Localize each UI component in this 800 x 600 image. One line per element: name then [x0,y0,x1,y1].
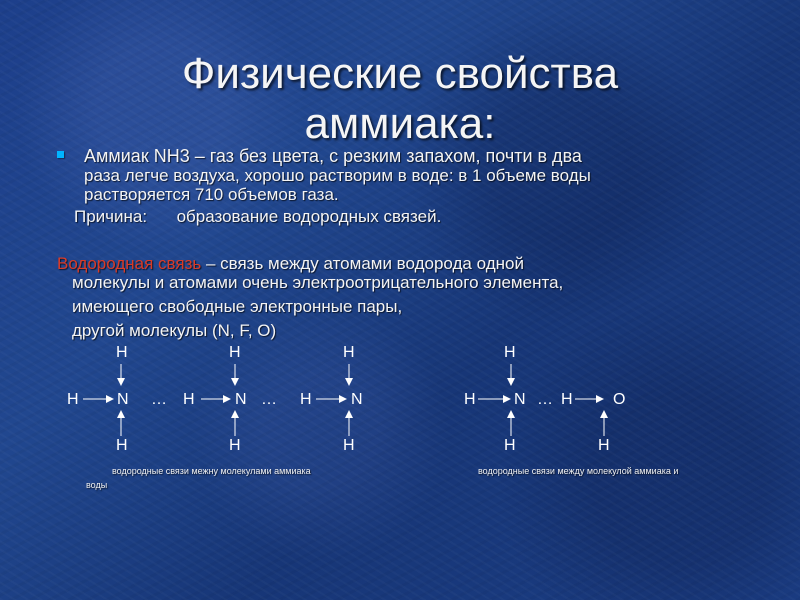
middle-dots-1: … [151,391,167,408]
middle-n-atom-1: N [117,391,129,408]
reason-label: Причина: [74,207,148,226]
top-bond-arrow-1 [117,378,125,386]
middle-h-atom-4: H [464,391,476,408]
bottom-h-atom-4: H [504,437,516,454]
top-h-atom-3: H [343,344,355,361]
bottom-bond-arrow-4 [507,410,515,418]
middle-dots-3: … [537,391,553,408]
middle-n-atom-4: N [514,391,526,408]
bottom-h-atom-5: H [598,437,610,454]
top-h-atom-1: H [116,344,128,361]
caption-voda: воды [86,480,108,490]
top-h-atom-4: H [504,344,516,361]
horizontal-bond-arrow-3 [339,395,347,403]
middle-o-atom: O [613,391,626,408]
middle-h-atom-5: H [561,391,573,408]
reason-text: образование водородных связей. [176,207,442,226]
middle-h-atom-2: H [183,391,195,408]
horizontal-bond-arrow-5 [596,395,604,403]
horizontal-bond-arrow-2 [223,395,231,403]
top-h-atom-2: H [229,344,241,361]
middle-n-atom-2: N [235,391,247,408]
top-bond-arrow-4 [507,378,515,386]
bottom-h-atom-1: H [116,437,128,454]
slide-title-line-1: Физические свойства [181,49,619,98]
bottom-bond-arrow-5 [600,410,608,418]
bottom-bond-arrow-3 [345,410,353,418]
definition-line-1-rest: – связь между атомами водорода одной [201,254,524,273]
body-line-1: Аммиак NH3 – газ без цвета, с резким запахом, почти в два [84,146,582,166]
bottom-h-atom-2: H [229,437,241,454]
hydrogen-bond-term: Водородная связь [57,254,202,273]
body-line-2: раза легче воздуха, хорошо растворим в воде: в 1 объеме воды [84,166,591,185]
horizontal-bond-arrow-1 [106,395,114,403]
middle-h-atom-1: H [67,391,79,408]
definition-line-2: молекулы и атомами очень электроотрицательного элемента, [72,273,564,292]
middle-n-atom-3: N [351,391,363,408]
horizontal-bond-arrow-4 [503,395,511,403]
middle-h-atom-3: H [300,391,312,408]
top-bond-arrow-2 [231,378,239,386]
definition-line-3: имеющего свободные электронные пары, [72,297,403,316]
body-line-3: растворяется 710 объемов газа. [84,185,339,204]
caption-left: водородные связи межну молекулами аммиака [112,466,311,476]
middle-dots-2: … [261,391,277,408]
slide-title-line-2: аммиака: [304,99,496,148]
top-bond-arrow-3 [345,378,353,386]
bottom-h-atom-3: H [343,437,355,454]
bottom-bond-arrow-2 [231,410,239,418]
definition-line-4: другой молекулы (N, F, O) [72,321,277,340]
bottom-bond-arrow-1 [117,410,125,418]
caption-right: водородные связи между молекулой аммиака и [478,466,679,476]
